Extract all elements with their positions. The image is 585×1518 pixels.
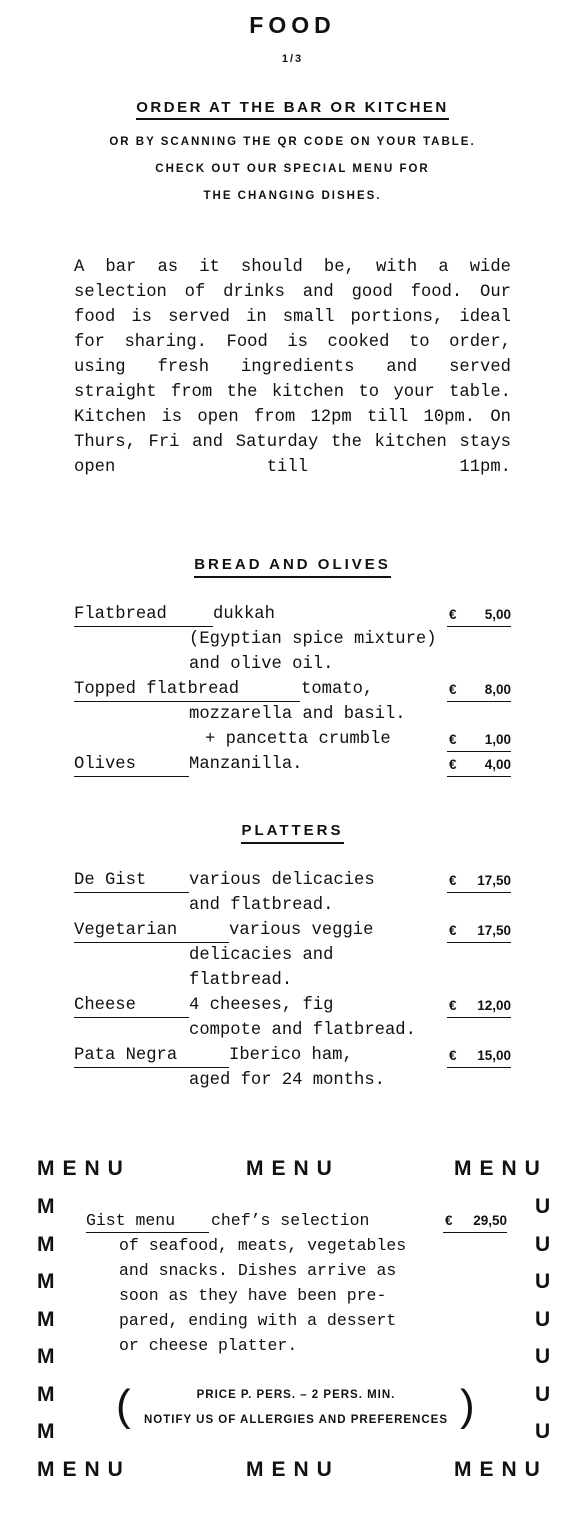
- item-price: [447, 602, 511, 627]
- item-price: [447, 1043, 511, 1068]
- currency-symbol: €: [449, 998, 457, 1013]
- item-desc: (Egyptian spice mixture): [189, 630, 437, 649]
- menu-frame-word: MENU: [37, 1157, 131, 1180]
- currency-symbol: €: [449, 757, 457, 772]
- item-desc: compote and flatbread.: [189, 1021, 416, 1040]
- platters-heading-text: PLATTERS: [241, 822, 343, 844]
- item-name: Topped flatbread: [74, 677, 300, 702]
- item-name: Flatbread: [74, 602, 213, 627]
- item-name: Pata Negra: [74, 1043, 229, 1068]
- price-value: 5,00: [484, 607, 511, 622]
- item-desc: tomato,: [301, 680, 374, 699]
- item-price: [447, 677, 511, 702]
- item-desc: chef’s selection: [211, 1211, 370, 1230]
- currency-symbol: €: [449, 682, 457, 697]
- item-price: [443, 1208, 507, 1233]
- order-heading: [0, 99, 585, 116]
- menu-frame-letter: U: [535, 1308, 551, 1331]
- menu-frame-word: MENU: [454, 1157, 548, 1180]
- price-value: 17,50: [477, 873, 511, 888]
- item-name: Vegetarian: [74, 918, 229, 943]
- menu-frame-letter: M: [37, 1195, 55, 1218]
- item-price: [447, 868, 511, 893]
- price-value: 17,50: [477, 923, 511, 938]
- item-price: [447, 993, 511, 1018]
- note-line-2: NOTIFY US OF ALLERGIES AND PREFERENCES: [143, 1414, 449, 1426]
- item-desc: Manzanilla.: [189, 755, 303, 774]
- item-name: Olives: [74, 752, 189, 777]
- currency-symbol: €: [445, 1213, 453, 1228]
- menu-frame-letter: M: [37, 1383, 55, 1406]
- menu-frame-word: MENU: [246, 1157, 340, 1180]
- menu-frame-word: MENU: [246, 1458, 340, 1481]
- item-desc: various delicacies: [189, 871, 375, 890]
- menu-frame-letter: U: [535, 1233, 551, 1256]
- item-desc: Iberico ham,: [229, 1046, 353, 1065]
- currency-symbol: €: [449, 923, 457, 938]
- order-line-2: CHECK OUT OUR SPECIAL MENU FOR: [155, 163, 430, 175]
- price-value: 1,00: [484, 732, 511, 747]
- menu-frame-letter: U: [535, 1383, 551, 1406]
- page-number: 1/3: [281, 53, 304, 65]
- item-price: [447, 918, 511, 943]
- order-line-3: THE CHANGING DISHES.: [203, 190, 382, 202]
- item-desc: and flatbread.: [189, 896, 334, 915]
- menu-frame-letter: U: [535, 1270, 551, 1293]
- item-desc: aged for 24 months.: [189, 1071, 385, 1090]
- item-desc: mozzarella and basil.: [189, 705, 406, 724]
- item-desc: or cheese platter.: [119, 1336, 298, 1355]
- note-close-paren: ): [460, 1381, 475, 1430]
- note-open-paren: (: [116, 1381, 131, 1430]
- item-desc: various veggie: [229, 921, 374, 940]
- item-desc: pared, ending with a dessert: [119, 1311, 397, 1330]
- item-desc: and snacks. Dishes arrive as: [119, 1261, 397, 1280]
- item-desc: dukkah: [213, 605, 275, 624]
- currency-symbol: €: [449, 732, 457, 747]
- menu-frame-letter: U: [535, 1420, 551, 1443]
- order-heading-text: ORDER AT THE BAR OR KITCHEN: [136, 99, 449, 120]
- price-value: 12,00: [477, 998, 511, 1013]
- menu-frame-word: MENU: [454, 1458, 548, 1481]
- menu-frame-word: MENU: [37, 1458, 131, 1481]
- note-line-1: PRICE P. PERS. – 2 PERS. MIN.: [196, 1389, 396, 1401]
- price-value: 15,00: [477, 1048, 511, 1063]
- item-name: De Gist: [74, 868, 189, 893]
- item-desc: 4 cheeses, fig: [189, 996, 334, 1015]
- item-desc: delicacies and: [189, 946, 334, 965]
- order-line-1: OR BY SCANNING THE QR CODE ON YOUR TABLE.: [109, 136, 476, 148]
- currency-symbol: €: [449, 873, 457, 888]
- bread-heading-text: BREAD AND OLIVES: [194, 556, 391, 578]
- currency-symbol: €: [449, 607, 457, 622]
- item-name: Cheese: [74, 993, 189, 1018]
- item-desc: of seafood, meats, vegetables: [119, 1236, 407, 1255]
- platters-heading: [0, 822, 585, 839]
- menu-frame-letter: M: [37, 1233, 55, 1256]
- bread-heading: [0, 556, 585, 573]
- item-name: Gist menu: [86, 1208, 209, 1233]
- item-price: [447, 752, 511, 777]
- menu-frame-letter: U: [535, 1195, 551, 1218]
- item-desc: soon as they have been pre-: [119, 1286, 387, 1305]
- price-value: 4,00: [484, 757, 511, 772]
- menu-frame-letter: U: [535, 1345, 551, 1368]
- menu-frame-letter: M: [37, 1345, 55, 1368]
- item-desc: and olive oil.: [189, 655, 334, 674]
- currency-symbol: €: [449, 1048, 457, 1063]
- item-desc: flatbread.: [189, 971, 293, 990]
- item-desc: + pancetta crumble: [205, 730, 391, 749]
- item-price: [447, 727, 511, 752]
- page-title: FOOD: [249, 12, 336, 38]
- price-value: 8,00: [484, 682, 511, 697]
- price-value: 29,50: [473, 1213, 507, 1228]
- menu-frame-letter: M: [37, 1308, 55, 1331]
- menu-frame-letter: M: [37, 1420, 55, 1443]
- menu-frame-letter: M: [37, 1270, 55, 1293]
- intro-paragraph: A bar as it should be, with a wide selection of drinks and good food. Our food is served in small portions, ideal for sharing. Food is cooked to order, using fresh ingredients and served straight from the kitchen to your table. Kitchen is open from 12pm till 10pm. On Thurs, Fri and Saturday the kitchen stays open till 11pm.: [74, 258, 511, 477]
